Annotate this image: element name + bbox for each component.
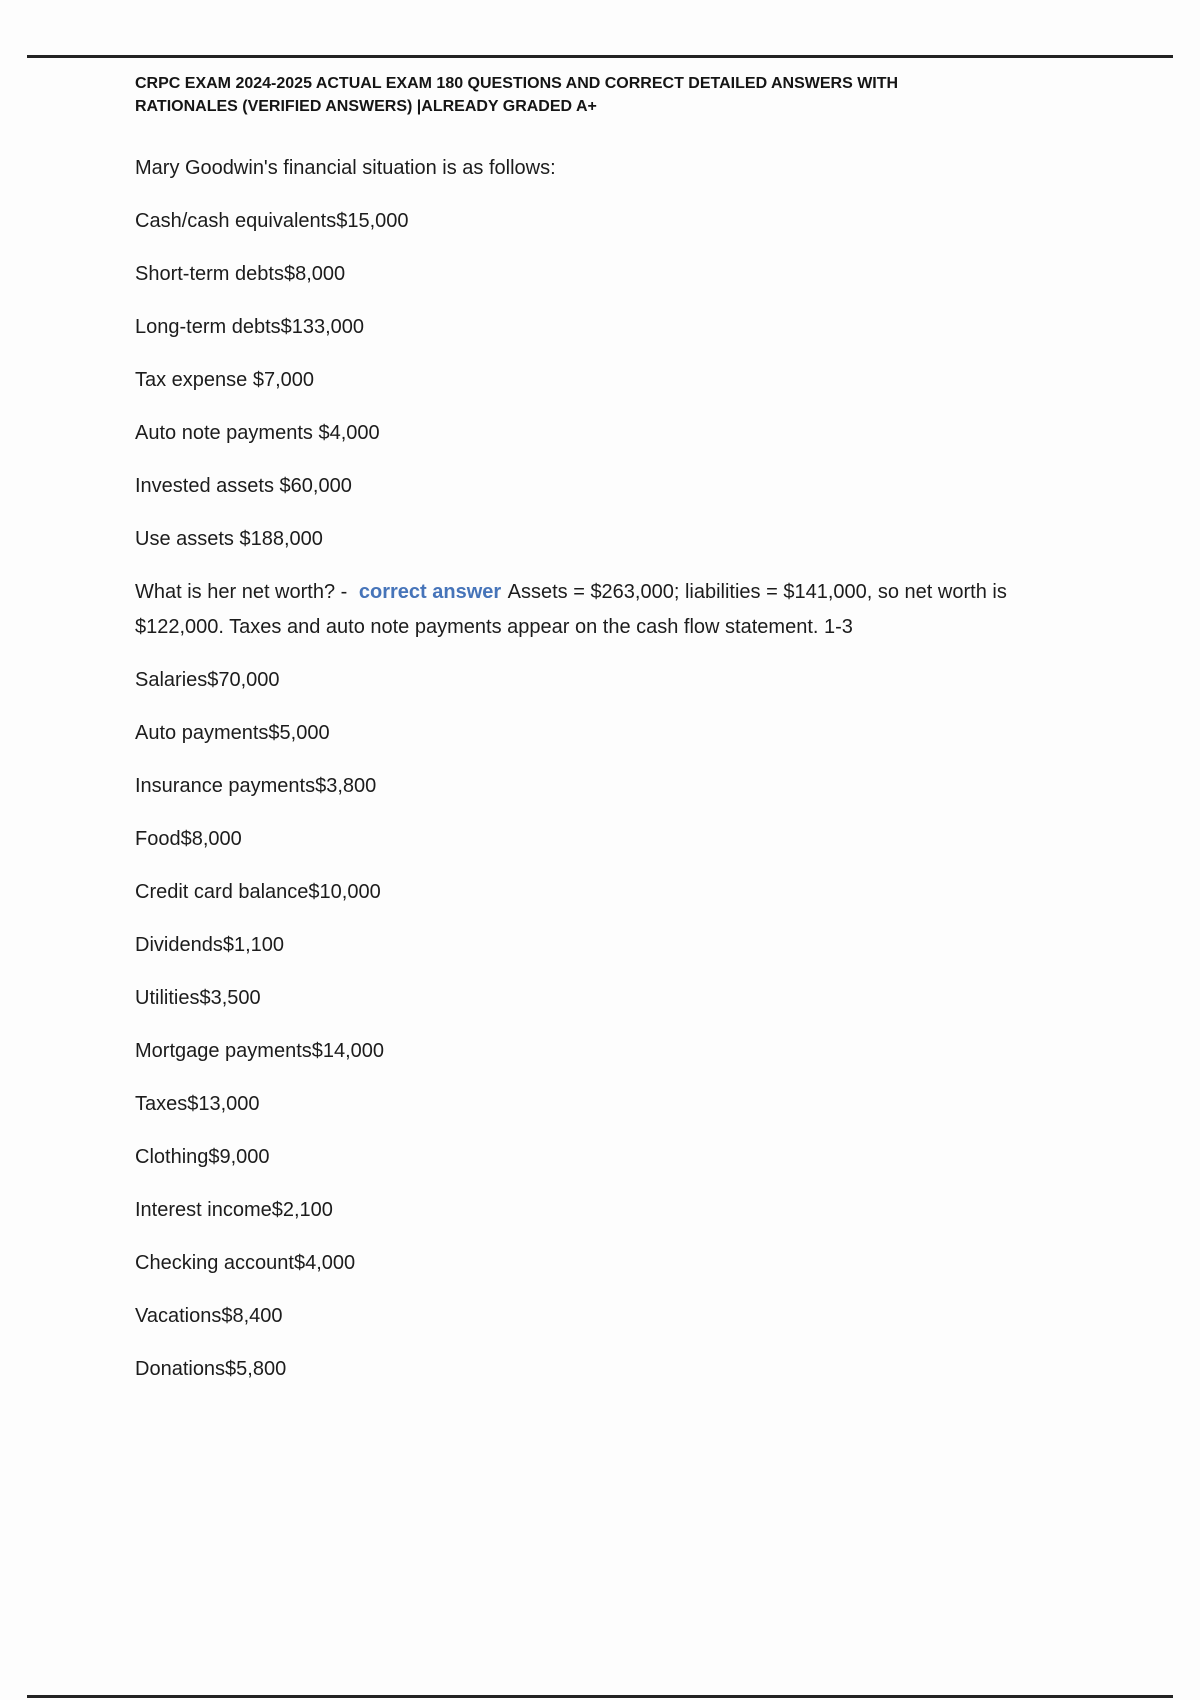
answer-text: Assets = $263,000; liabilities = $141,000, so net worth is $122,000. Taxes and auto note payments appear on the cash flow statement. 1-3 [135,581,1007,638]
cash-flow-line: Taxes$13,000 [135,1093,260,1115]
intro-line: Mary Goodwin's financial situation is as follows: [135,157,556,179]
cash-flow-line: Credit card balance$10,000 [135,881,381,903]
cash-flow-line: Insurance payments$3,800 [135,775,377,797]
document-title: CRPC EXAM 2024-2025 ACTUAL EXAM 180 QUESTIONS AND CORRECT DETAILED ANSWERS WITH RATIONALES (VERIFIED ANSWERS) |ALREADY GRADED A+ [135,75,899,115]
cash-flow-line: Mortgage payments$14,000 [135,1040,385,1062]
balance-sheet-line: Auto note payments $4,000 [135,422,380,444]
document-page [135,72,1080,1405]
cash-flow-line: Salaries$70,000 [135,669,280,691]
cash-flow-line: Vacations$8,400 [135,1305,283,1327]
cash-flow-line: Clothing$9,000 [135,1146,270,1168]
correct-answer-marker: correct answer [358,581,502,603]
question-text: What is her net worth? - [135,581,348,603]
top-horizontal-rule [27,55,1173,58]
balance-sheet-line: Cash/cash equivalents$15,000 [135,210,409,232]
bottom-horizontal-rule [27,1695,1173,1698]
cash-flow-line: Food$8,000 [135,828,242,850]
cash-flow-line: Dividends$1,100 [135,934,284,956]
cash-flow-line: Auto payments$5,000 [135,722,330,744]
cash-flow-line: Utilities$3,500 [135,987,261,1009]
balance-sheet-line: Short-term debts$8,000 [135,263,346,285]
balance-sheet-line: Long-term debts$133,000 [135,316,365,338]
cash-flow-line: Checking account$4,000 [135,1252,356,1274]
balance-sheet-line: Use assets $188,000 [135,528,323,550]
balance-sheet-line: Invested assets $60,000 [135,475,352,497]
balance-sheet-line: Tax expense $7,000 [135,369,315,391]
cash-flow-line: Donations$5,800 [135,1358,287,1380]
cash-flow-line: Interest income$2,100 [135,1199,333,1221]
net-worth-question-paragraph [135,575,1080,645]
